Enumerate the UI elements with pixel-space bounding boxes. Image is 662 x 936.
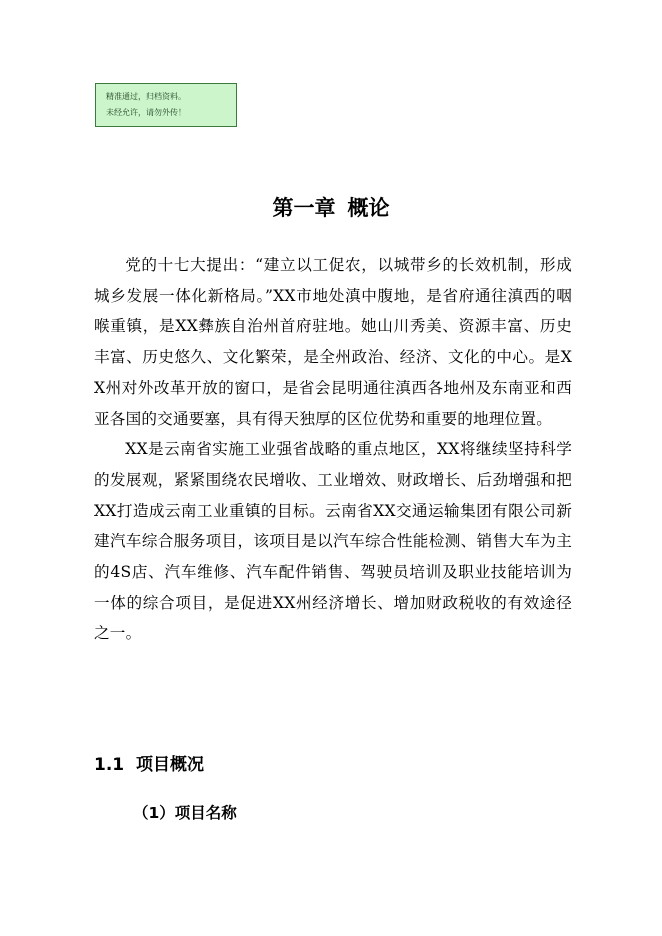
chapter-name: 概论 <box>347 196 390 220</box>
chapter-title <box>0 193 662 223</box>
section-heading <box>94 752 204 778</box>
notice-box <box>95 83 237 127</box>
subsection-heading: （1）项目名称 <box>133 804 237 822</box>
notice-line-1: 精准通过，归档资料。 <box>106 92 186 101</box>
body-text <box>94 250 572 649</box>
section-title: 项目概况 <box>135 755 204 775</box>
section-number: 1.1 <box>94 755 125 775</box>
chapter-number: 第一章 <box>272 196 336 220</box>
notice-line-2: 未经允许，请勿外传！ <box>106 108 186 117</box>
paragraph-1: 党的十七大提出：“建立以工促农，以城带乡的长效机制，形成城乡发展一体化新格局。”XX市地处滇中腹地，是省府通往滇西的咽喉重镇，是XX彝族自治州首府驻地。她山川秀美、资源丰富、历史丰富、历史悠久、文化繁荣，是全州政治、经济、文化的中心。是XX州对外改革开放的窗口，是省会昆明通往滇西各地州及东南亚和西亚各国的交通要塞，具有得天独厚的区位优势和重要的地理位置。 <box>94 256 572 428</box>
paragraph-2: XX是云南省实施工业强省战略的重点地区，XX将继续坚持科学的发展观，紧紧围绕农民增收、工业增效、财政增长、后劲增强和把XX打造成云南工业重镇的目标。云南省XX交通运输集团有限公司新建汽车综合服务项目，该项目是以汽车综合性能检测、销售大车为主的4S店、汽车维修、汽车配件销售、驾驶员培训及职业技能培训为一体的综合项目，是促进XX州经济增长、增加财政税收的有效途径之一。 <box>94 440 572 643</box>
